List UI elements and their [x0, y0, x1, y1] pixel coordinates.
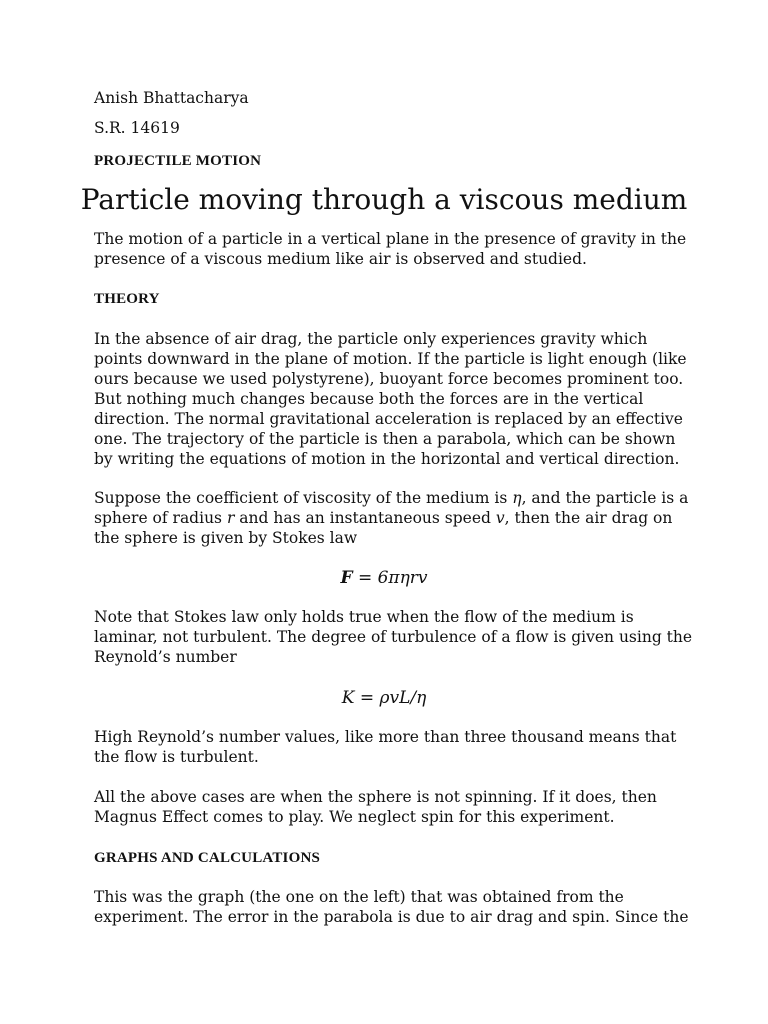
author-name: Anish Bhattacharya	[94, 89, 249, 107]
laminar-line: Note that Stokes law only holds true when the flow of the medium is	[94, 608, 634, 626]
graphs-paragraph	[94, 887, 694, 927]
eta-symbol: η	[512, 489, 522, 507]
spin-paragraph	[94, 787, 694, 827]
graphs-line: experiment. The error in the parabola is due to air drag and spin. Since the	[94, 908, 689, 926]
laminar-line: laminar, not turbulent. The degree of turbulence of a flow is given using the	[94, 628, 693, 646]
stokes-line-1	[94, 488, 694, 508]
text-run: and has an instantaneous speed	[234, 509, 496, 527]
intro-line: presence of a viscous medium like air is observed and studied.	[94, 250, 587, 268]
text-run: sphere of radius	[94, 509, 227, 527]
stokes-line-2	[94, 508, 694, 528]
serial-number: S.R. 14619	[94, 119, 180, 137]
text-run: , and the particle is a	[521, 489, 689, 507]
intro-paragraph	[94, 229, 694, 269]
laminar-paragraph	[94, 607, 694, 667]
radius-symbol: r	[226, 509, 235, 527]
theory-line: points downward in the plane of motion. If the particle is light enough (like	[94, 350, 687, 368]
document-title: Particle moving through a viscous medium	[80, 183, 688, 216]
theory-line: by writing the equations of motion in the horizontal and vertical direction.	[94, 450, 680, 468]
stokes-line-3: the sphere is given by Stokes law	[94, 529, 358, 547]
theory-paragraph	[94, 329, 694, 469]
speed-symbol: v	[495, 509, 505, 527]
intro-line: The motion of a particle in a vertical plane in the presence of gravity in the	[94, 230, 687, 248]
theory-line: In the absence of air drag, the particle only experiences gravity which	[94, 330, 648, 348]
theory-heading: THEORY	[94, 291, 160, 307]
stokes-paragraph	[94, 488, 694, 548]
text-run: Suppose the coefficient of viscosity of the medium is	[94, 489, 513, 507]
spin-line: All the above cases are when the sphere is not spinning. If it does, then	[94, 788, 657, 806]
equation-lhs: F	[340, 568, 353, 588]
theory-line: one. The trajectory of the particle is then a parabola, which can be shown	[94, 430, 676, 448]
theory-line: direction. The normal gravitational acceleration is replaced by an effective	[94, 410, 683, 428]
reynolds-line: High Reynold’s number values, like more than three thousand means that	[94, 728, 677, 746]
reynolds-equation: K = ρvL/η	[341, 688, 427, 708]
theory-line: But nothing much changes because both the forces are in the vertical	[94, 390, 644, 408]
section-label: PROJECTILE MOTION	[94, 153, 262, 169]
reynolds-line: the flow is turbulent.	[94, 748, 259, 766]
laminar-line: Reynold’s number	[94, 648, 237, 666]
text-run: , then the air drag on	[504, 509, 673, 527]
theory-line: ours because we used polystyrene), buoyant force becomes prominent too.	[94, 370, 684, 388]
stokes-equation	[0, 567, 768, 589]
reynolds-paragraph	[94, 727, 694, 767]
graphs-line: This was the graph (the one on the left) that was obtained from the	[94, 888, 624, 906]
graphs-heading: GRAPHS AND CALCULATIONS	[94, 850, 321, 866]
equation-rhs: = 6πηrv	[352, 568, 428, 588]
spin-line: Magnus Effect comes to play. We neglect spin for this experiment.	[94, 808, 615, 826]
